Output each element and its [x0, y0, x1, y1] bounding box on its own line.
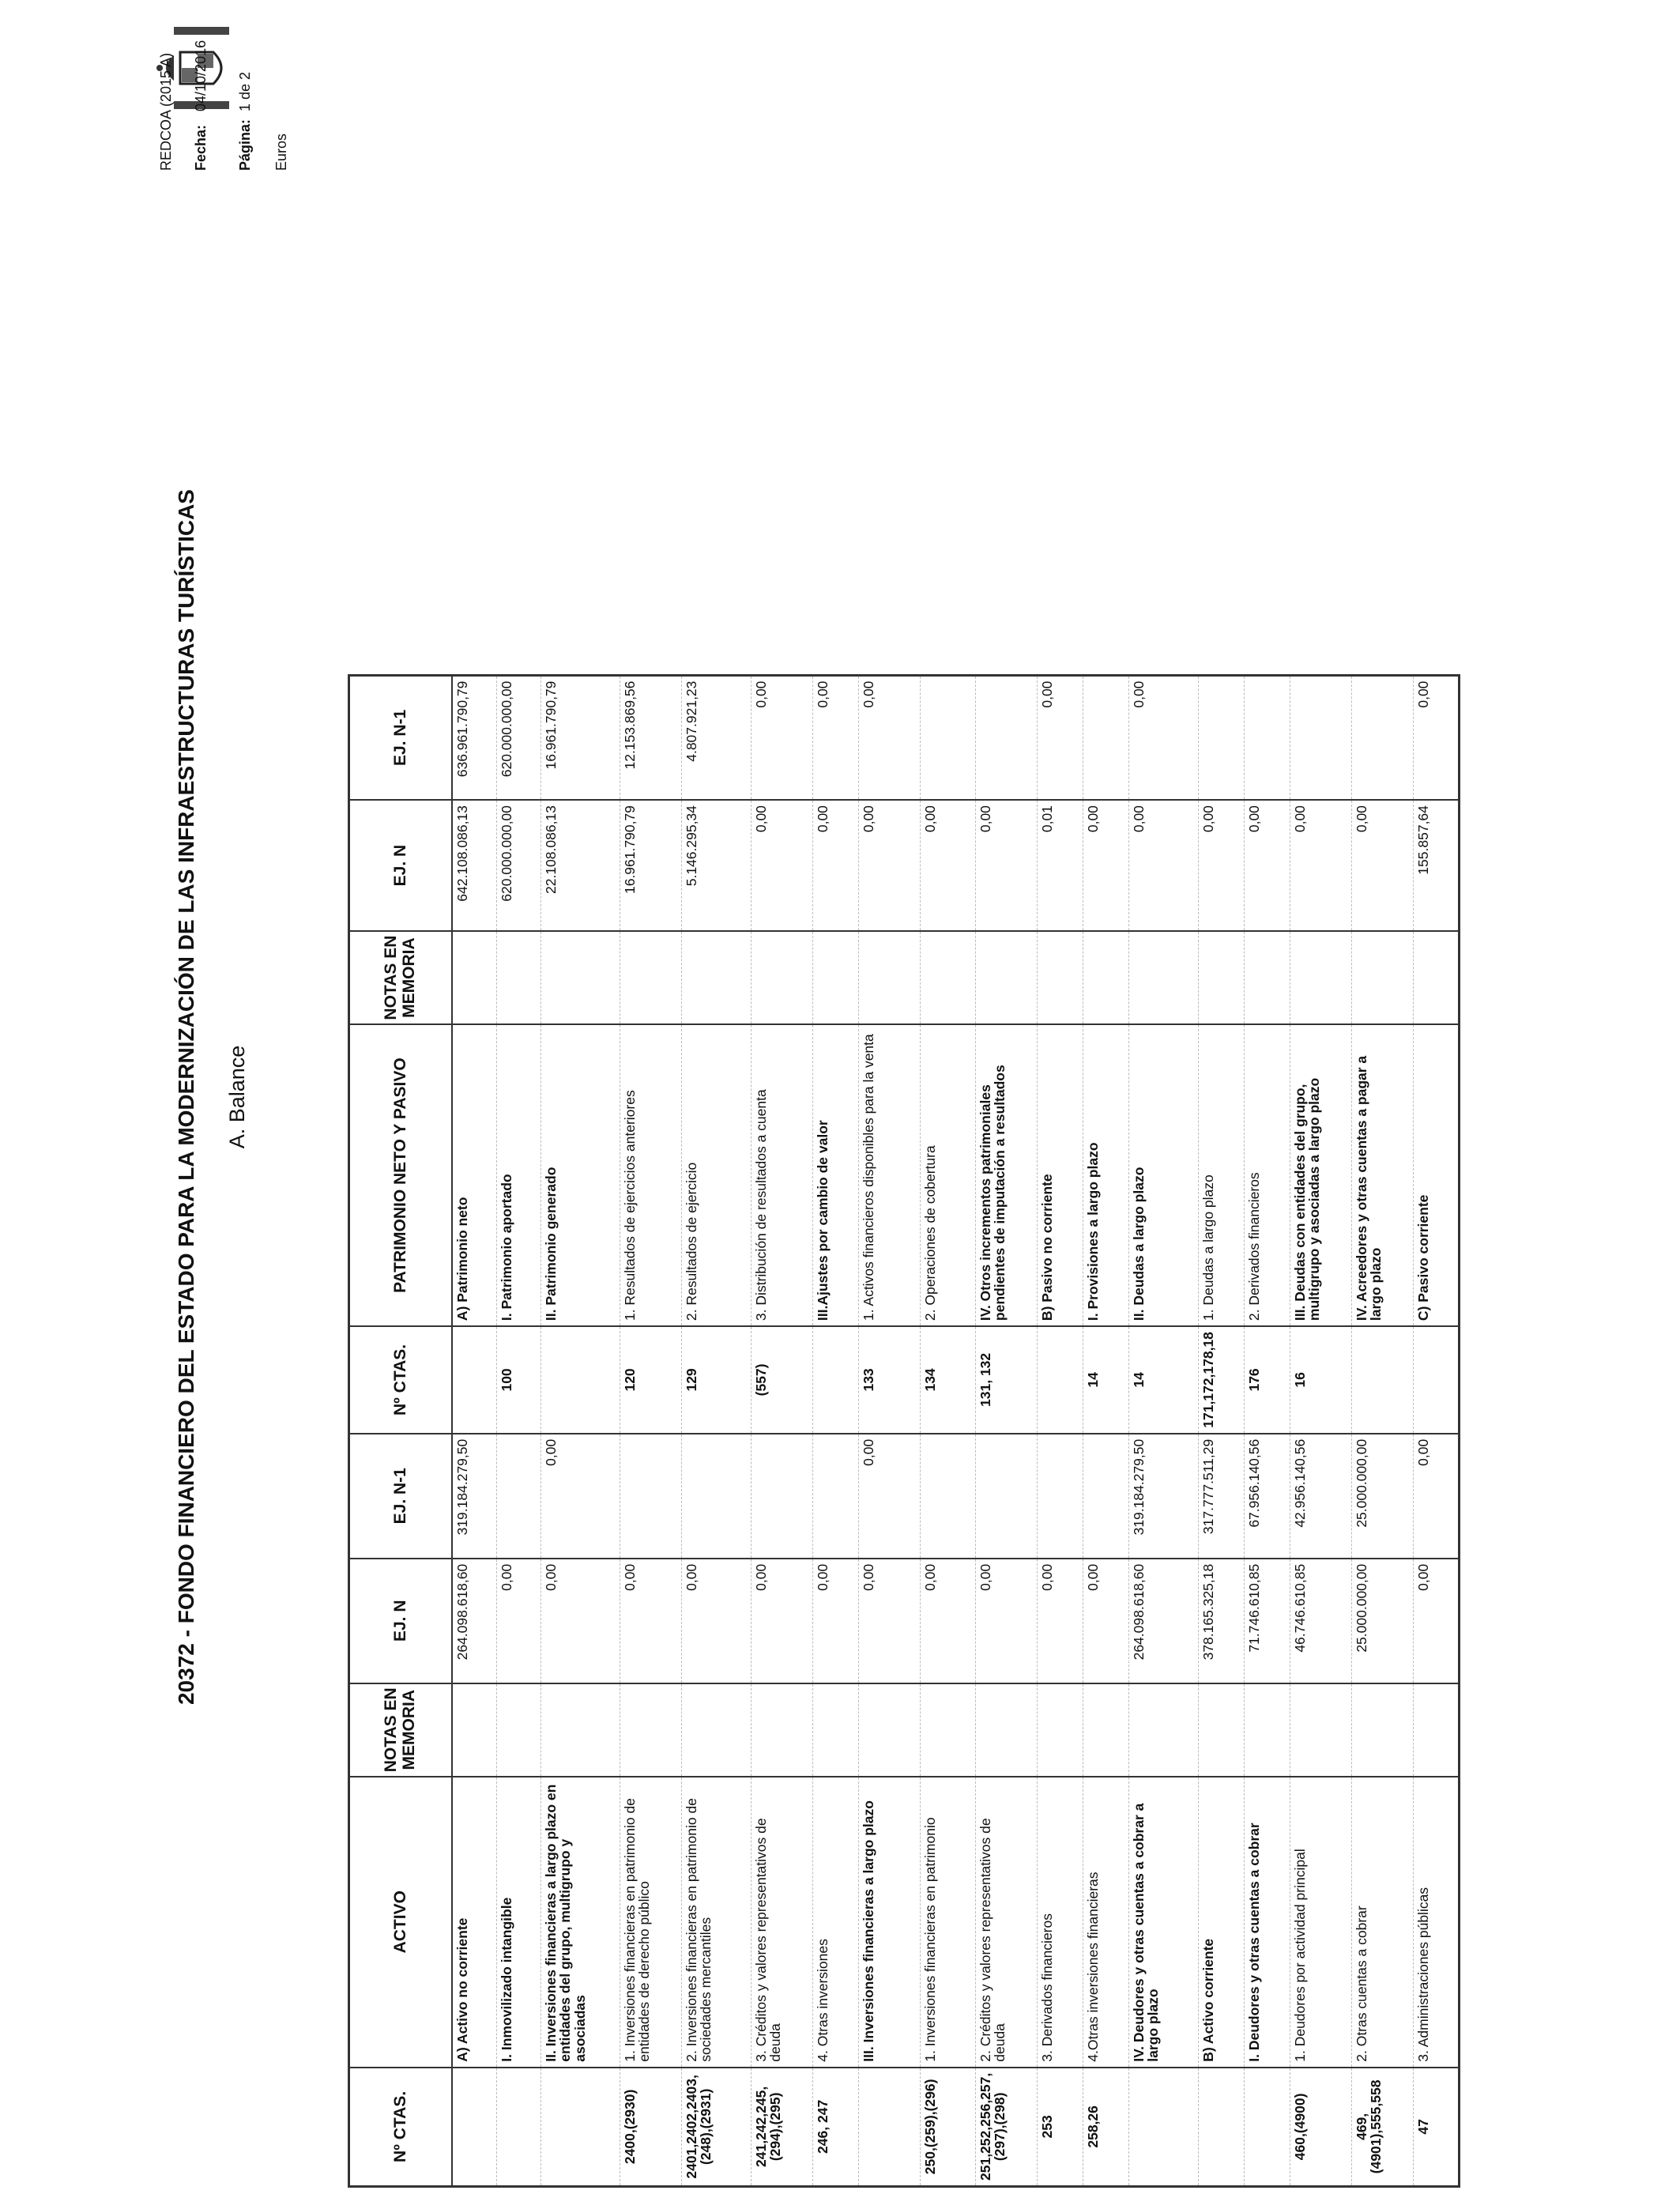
activo-ej-n: 264.098.618,60: [452, 1559, 496, 1683]
pasivo-ej-n1: 0,00: [858, 675, 920, 800]
activo-notes: [1037, 1683, 1083, 1777]
pasivo-label: 1. Deudas a largo plazo: [1198, 1024, 1244, 1326]
pasivo-label: B) Pasivo no corriente: [1037, 1024, 1083, 1326]
activo-ej-n1: [681, 1434, 751, 1559]
col-header-ctas-2: Nº CTAS.: [349, 1326, 453, 1434]
account-code: 241,242,245,(294),(295): [751, 2068, 812, 2187]
activo-notes: [1128, 1683, 1198, 1777]
activo-ej-n1: 319.184.279,50: [452, 1434, 496, 1559]
pasivo-account-code: [1037, 1326, 1083, 1434]
activo-label: 2. Inversiones financieras en patrimonio de sociedades mercantiles: [681, 1777, 751, 2068]
activo-label: A) Activo no corriente: [452, 1777, 496, 2068]
fecha-value: 04/10/2016: [193, 40, 209, 111]
pasivo-account-code: 14: [1128, 1326, 1198, 1434]
pasivo-notes: [681, 931, 751, 1024]
account-code: 250,(259),(296): [920, 2068, 975, 2187]
pasivo-notes: [812, 931, 858, 1024]
activo-notes: [541, 1683, 620, 1777]
account-code: 2401,2402,2403,(248),(2931): [681, 2068, 751, 2187]
pasivo-ej-n1: [1290, 675, 1351, 800]
pasivo-ej-n: 0,00: [812, 800, 858, 931]
pasivo-ej-n: 0,00: [1244, 800, 1290, 931]
activo-ej-n1: 42.956.140,56: [1290, 1434, 1351, 1559]
pasivo-account-code: 133: [858, 1326, 920, 1434]
pasivo-ej-n: 0,00: [1290, 800, 1351, 931]
pasivo-account-code: 14: [1083, 1326, 1128, 1434]
activo-label: II. Inversiones financieras a largo plazo en entidades del grupo, multigrupo y asociadas: [541, 1777, 620, 2068]
activo-ej-n: 0,00: [858, 1559, 920, 1683]
activo-notes: [975, 1683, 1037, 1777]
pasivo-label: IV. Acreedores y otras cuentas a pagar a largo plazo: [1351, 1024, 1413, 1326]
activo-notes: [496, 1683, 541, 1777]
activo-ej-n1: 67.956.140,56: [1244, 1434, 1290, 1559]
activo-notes: [1413, 1683, 1459, 1777]
pasivo-notes: [1198, 931, 1244, 1024]
activo-ej-n1: [812, 1434, 858, 1559]
activo-ej-n: 0,00: [812, 1559, 858, 1683]
balance-table: [348, 674, 1460, 2188]
pasivo-label: I. Provisiones a largo plazo: [1083, 1024, 1128, 1326]
activo-notes: [1244, 1683, 1290, 1777]
pasivo-account-code: [541, 1326, 620, 1434]
account-code: [1128, 2068, 1198, 2187]
pasivo-account-code: [1351, 1326, 1413, 1434]
activo-label: 4. Otras inversiones: [812, 1777, 858, 2068]
pasivo-label: 2. Operaciones de cobertura: [920, 1024, 975, 1326]
table-row: [1198, 675, 1244, 2186]
activo-ej-n: 378.165.325,18: [1198, 1559, 1244, 1683]
activo-ej-n: 0,00: [920, 1559, 975, 1683]
table-row: [858, 675, 920, 2186]
pasivo-ej-n: 22.108.086,13: [541, 800, 620, 931]
account-code: 460,(4900): [1290, 2068, 1351, 2187]
activo-label: IV. Deudores y otras cuentas a cobrar a largo plazo: [1128, 1777, 1198, 2068]
col-header-ctas: Nº CTAS.: [349, 2068, 453, 2187]
col-header-ej-n1: EJ. N-1: [349, 1434, 453, 1559]
activo-label: 1. Inversiones financieras en patrimonio de entidades de derecho público: [620, 1777, 681, 2068]
pasivo-label: III.Ajustes por cambio de valor: [812, 1024, 858, 1326]
activo-label: 4.Otras inversiones financieras: [1083, 1777, 1128, 2068]
pasivo-label: 2. Derivados financieros: [1244, 1024, 1290, 1326]
pasivo-ej-n1: 620.000.000,00: [496, 675, 541, 800]
col-header-ej-n1-2: EJ. N-1: [349, 675, 453, 800]
activo-ej-n: 0,00: [541, 1559, 620, 1683]
activo-ej-n: 0,00: [1037, 1559, 1083, 1683]
pasivo-account-code: [812, 1326, 858, 1434]
pasivo-ej-n: 0,01: [1037, 800, 1083, 931]
pasivo-notes: [751, 931, 812, 1024]
table-row: [1037, 675, 1083, 2186]
pasivo-account-code: [452, 1326, 496, 1434]
account-code: 251,252,256,257,(297),(298): [975, 2068, 1037, 2187]
pasivo-notes: [620, 931, 681, 1024]
pasivo-ej-n: 155.857,64: [1413, 800, 1459, 931]
pasivo-ej-n1: [1244, 675, 1290, 800]
activo-label: 3. Créditos y valores representativos de deuda: [751, 1777, 812, 2068]
pasivo-notes: [1413, 931, 1459, 1024]
table-row: [1351, 675, 1413, 2186]
table-row: [1413, 675, 1459, 2186]
currency-label: Euros: [273, 133, 289, 171]
pasivo-notes: [920, 931, 975, 1024]
activo-notes: [1198, 1683, 1244, 1777]
activo-notes: [751, 1683, 812, 1777]
table-row: [920, 675, 975, 2186]
table-row: [1244, 675, 1290, 2186]
pasivo-ej-n1: [1198, 675, 1244, 800]
activo-label: I. Inmovilizado intangible: [496, 1777, 541, 2068]
activo-ej-n1: 319.184.279,50: [1128, 1434, 1198, 1559]
activo-label: 2. Otras cuentas a cobrar: [1351, 1777, 1413, 2068]
activo-ej-n1: 0,00: [858, 1434, 920, 1559]
pasivo-notes: [975, 931, 1037, 1024]
page-subtitle: A. Balance: [225, 1045, 249, 1149]
col-header-notas: NOTAS EN MEMORIA: [349, 1683, 453, 1777]
pasivo-ej-n1: 0,00: [1128, 675, 1198, 800]
activo-ej-n: 25.000.000,00: [1351, 1559, 1413, 1683]
table-row: [541, 675, 620, 2186]
activo-ej-n1: [1083, 1434, 1128, 1559]
pasivo-ej-n: 5.146.295,34: [681, 800, 751, 931]
pasivo-ej-n1: [1083, 675, 1128, 800]
account-code: 469,(4901),555,558: [1351, 2068, 1413, 2187]
col-header-ej-n-2: EJ. N: [349, 800, 453, 931]
pasivo-ej-n1: 16.961.790,79: [541, 675, 620, 800]
table-row: [681, 675, 751, 2186]
pasivo-ej-n1: 0,00: [812, 675, 858, 800]
table-row: [620, 675, 681, 2186]
activo-notes: [620, 1683, 681, 1777]
account-code: [858, 2068, 920, 2187]
pasivo-ej-n: 0,00: [1198, 800, 1244, 931]
pagina-label: Página:: [237, 119, 253, 171]
activo-label: III. Inversiones financieras a largo plazo: [858, 1777, 920, 2068]
activo-ej-n1: [920, 1434, 975, 1559]
activo-label: B) Activo corriente: [1198, 1777, 1244, 2068]
pasivo-label: III. Deudas con entidades del grupo, multigrupo y asociadas a largo plazo: [1290, 1024, 1351, 1326]
pasivo-ej-n: 620.000.000,00: [496, 800, 541, 931]
table-row: [1290, 675, 1351, 2186]
activo-ej-n1: [751, 1434, 812, 1559]
pasivo-label: I. Patrimonio aportado: [496, 1024, 541, 1326]
pasivo-notes: [1244, 931, 1290, 1024]
activo-label: 3. Derivados financieros: [1037, 1777, 1083, 2068]
activo-ej-n1: 0,00: [1413, 1434, 1459, 1559]
activo-ej-n1: 25.000.000,00: [1351, 1434, 1413, 1559]
pasivo-account-code: 176: [1244, 1326, 1290, 1434]
activo-label: 2. Créditos y valores representativos de deuda: [975, 1777, 1037, 2068]
pasivo-notes: [496, 931, 541, 1024]
activo-notes: [1290, 1683, 1351, 1777]
pasivo-notes: [1037, 931, 1083, 1024]
col-header-ej-n: EJ. N: [349, 1559, 453, 1683]
pasivo-notes: [541, 931, 620, 1024]
pasivo-label: II. Deudas a largo plazo: [1128, 1024, 1198, 1326]
table-row: [751, 675, 812, 2186]
pasivo-notes: [1290, 931, 1351, 1024]
table-row: [812, 675, 858, 2186]
pasivo-account-code: 16: [1290, 1326, 1351, 1434]
pasivo-label: C) Pasivo corriente: [1413, 1024, 1459, 1326]
account-code: [1198, 2068, 1244, 2187]
table-header-row: [349, 675, 453, 2186]
pasivo-ej-n1: 12.153.869,56: [620, 675, 681, 800]
pasivo-account-code: (557): [751, 1326, 812, 1434]
activo-ej-n: 0,00: [1083, 1559, 1128, 1683]
pasivo-ej-n: 0,00: [975, 800, 1037, 931]
account-code: [1244, 2068, 1290, 2187]
pasivo-account-code: 171,172,178,18: [1198, 1326, 1244, 1434]
table-row: [452, 675, 496, 2186]
pasivo-ej-n1: [975, 675, 1037, 800]
activo-label: I. Deudores y otras cuentas a cobrar: [1244, 1777, 1290, 2068]
pasivo-notes: [1128, 931, 1198, 1024]
activo-notes: [1083, 1683, 1128, 1777]
account-code: [541, 2068, 620, 2187]
pasivo-label: 3. Distribución de resultados a cuenta: [751, 1024, 812, 1326]
activo-ej-n: 0,00: [975, 1559, 1037, 1683]
table-row: [1083, 675, 1128, 2186]
pasivo-ej-n: 16.961.790,79: [620, 800, 681, 931]
pasivo-account-code: 134: [920, 1326, 975, 1434]
activo-notes: [452, 1683, 496, 1777]
pasivo-label: 1. Activos financieros disponibles para la venta: [858, 1024, 920, 1326]
activo-ej-n1: 317.777.511,29: [1198, 1434, 1244, 1559]
table-row: [975, 675, 1037, 2186]
activo-notes: [812, 1683, 858, 1777]
activo-notes: [858, 1683, 920, 1777]
activo-ej-n: 46.746.610,85: [1290, 1559, 1351, 1683]
activo-ej-n1: [496, 1434, 541, 1559]
activo-ej-n: 71.746.610,85: [1244, 1559, 1290, 1683]
pasivo-ej-n: 0,00: [1351, 800, 1413, 931]
account-code: [452, 2068, 496, 2187]
activo-ej-n1: [975, 1434, 1037, 1559]
activo-ej-n: 0,00: [681, 1559, 751, 1683]
pasivo-ej-n1: 4.807.921,23: [681, 675, 751, 800]
activo-ej-n: 0,00: [496, 1559, 541, 1683]
activo-ej-n1: [620, 1434, 681, 1559]
pasivo-notes: [858, 931, 920, 1024]
pasivo-ej-n: 0,00: [1128, 800, 1198, 931]
activo-label: 1. Deudores por actividad principal: [1290, 1777, 1351, 2068]
account-code: 47: [1413, 2068, 1459, 2187]
activo-ej-n1: 0,00: [541, 1434, 620, 1559]
activo-notes: [920, 1683, 975, 1777]
pasivo-notes: [452, 931, 496, 1024]
pasivo-ej-n1: 636.961.790,79: [452, 675, 496, 800]
activo-ej-n: 0,00: [751, 1559, 812, 1683]
pasivo-label: A) Patrimonio neto: [452, 1024, 496, 1326]
pasivo-ej-n1: 0,00: [751, 675, 812, 800]
pasivo-ej-n: 0,00: [858, 800, 920, 931]
activo-label: 1. Inversiones financieras en patrimonio: [920, 1777, 975, 2068]
activo-ej-n: 0,00: [620, 1559, 681, 1683]
activo-ej-n1: [1037, 1434, 1083, 1559]
pasivo-account-code: 129: [681, 1326, 751, 1434]
pasivo-notes: [1351, 931, 1413, 1024]
account-code: [496, 2068, 541, 2187]
pasivo-ej-n: 642.108.086,13: [452, 800, 496, 931]
pasivo-ej-n1: [920, 675, 975, 800]
activo-ej-n: 0,00: [1413, 1559, 1459, 1683]
activo-notes: [681, 1683, 751, 1777]
report-code: REDCOA (2015 A): [158, 52, 174, 171]
table-row: [496, 675, 541, 2186]
page-title: 20372 - FONDO FINANCIERO DEL ESTADO PARA LA MODERNIZACIÓN DE LAS INFRAESTRUCTURAS TURÍSTICAS: [174, 489, 198, 1706]
pasivo-account-code: 131, 132: [975, 1326, 1037, 1434]
activo-label: 3. Administraciones públicas: [1413, 1777, 1459, 2068]
pasivo-label: 1. Resultados de ejercicios anteriores: [620, 1024, 681, 1326]
col-header-notas-2: NOTAS EN MEMORIA: [349, 931, 453, 1024]
pasivo-account-code: 120: [620, 1326, 681, 1434]
activo-ej-n: 264.098.618,60: [1128, 1559, 1198, 1683]
table-row: [1128, 675, 1198, 2186]
pasivo-ej-n1: [1351, 675, 1413, 800]
account-code: 246, 247: [812, 2068, 858, 2187]
col-header-pasivo: PATRIMONIO NETO Y PASIVO: [349, 1024, 453, 1326]
pasivo-ej-n: 0,00: [920, 800, 975, 931]
pasivo-account-code: [1413, 1326, 1459, 1434]
account-code: 253: [1037, 2068, 1083, 2187]
pasivo-account-code: 100: [496, 1326, 541, 1434]
account-code: 258,26: [1083, 2068, 1128, 2187]
pasivo-label: II. Patrimonio generado: [541, 1024, 620, 1326]
pasivo-label: IV. Otros incrementos patrimoniales pendientes de imputación a resultados: [975, 1024, 1037, 1326]
account-code: 2400,(2930): [620, 2068, 681, 2187]
col-header-activo: ACTIVO: [349, 1777, 453, 2068]
pasivo-ej-n: 0,00: [1083, 800, 1128, 931]
pasivo-ej-n: 0,00: [751, 800, 812, 931]
pagina-value: 1 de 2: [237, 71, 253, 111]
fecha-label: Fecha:: [193, 124, 209, 171]
pasivo-notes: [1083, 931, 1128, 1024]
pasivo-ej-n1: 0,00: [1037, 675, 1083, 800]
activo-notes: [1351, 1683, 1413, 1777]
pasivo-ej-n1: 0,00: [1413, 675, 1459, 800]
pasivo-label: 2. Resultados de ejercicio: [681, 1024, 751, 1326]
